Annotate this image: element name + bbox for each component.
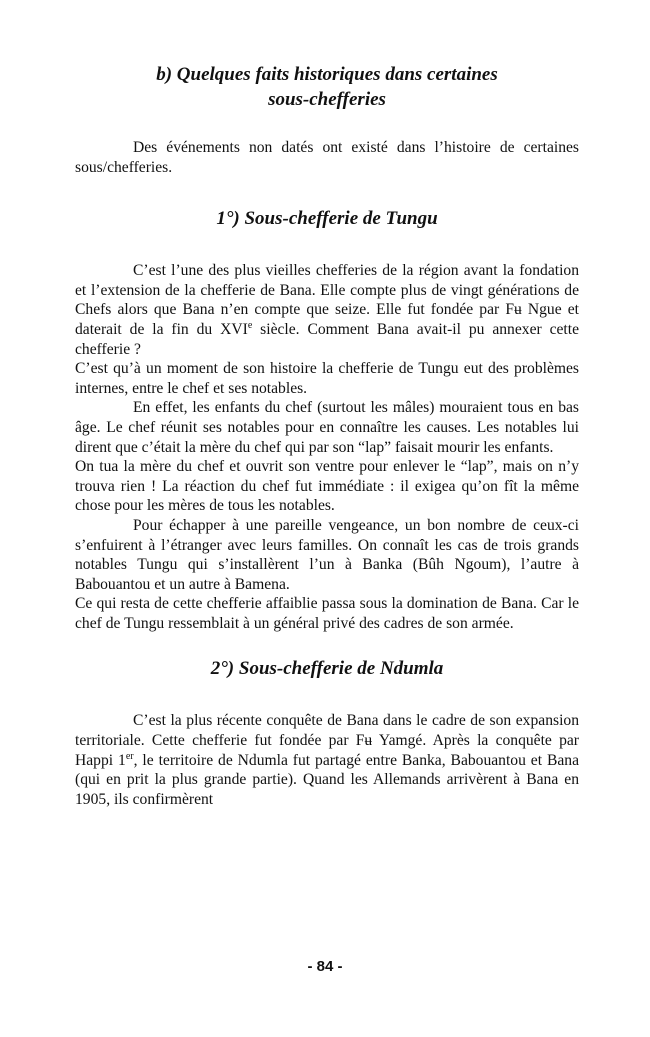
paragraph: En effet, les enfants du chef (surtout les mâles) mouraient tous en bas âge. Le chef réunit ses notables pour en connaître les causes. Les notables lui dirent que c’était la mère du chef qui par son “lap” faisait mourir les enfants. [75, 399, 579, 456]
paragraph [75, 711, 579, 809]
paragraph: Ce qui resta de cette chefferie affaiblie passa sous la domination de Bana. Car le chef de Tungu ressemblait à un général privé des cadres de son armée. [75, 595, 579, 632]
title-line: b) Quelques faits historiques dans certaines [156, 64, 498, 85]
paragraph: On tua la mère du chef et ouvrit son ventre pour enlever le “lap”, mais on n’y trouva rien ! La réaction du chef fut immédiate : il exigea qu’on fît la même chose pour les mères de tous les notables. [75, 458, 579, 515]
section-title [75, 62, 579, 112]
superscript: e [247, 319, 253, 331]
page-body [75, 62, 579, 809]
intro-paragraph: Des événements non datés ont existé dans l’histoire de certaines sous/chefferies. [75, 139, 579, 176]
page-number: - 84 - [307, 958, 343, 975]
paragraph [75, 261, 579, 359]
paragraph: C’est qu’à un moment de son histoire la chefferie de Tungu eut des problèmes internes, entre le chef et ses notables. [75, 360, 579, 397]
text: C’est l’une des plus vieilles chefferies de la région avant la fondation et l’extension de la chefferie de Bana. Elle compte plus de vingt générations de Chefs alors que Bana n’en compte que seize. Elle fut fondée par Fʉ Ngue et daterait de la fin du XVI [75, 262, 579, 338]
title-line: sous-chefferies [268, 89, 386, 110]
superscript: er [125, 750, 134, 762]
text: siècle. Comment Bana avait-il pu annexer cette chefferie ? [75, 320, 579, 358]
text: , le territoire de Ndumla fut partagé entre Banka, Babouantou et Bana (qui en prit la plus grande partie). Quand les Allemands arrivèrent à Bana en 1905, ils confirmèrent [75, 751, 580, 808]
heading-ndumla: 2°) Sous-chefferie de Ndumla [210, 658, 444, 680]
paragraph: Pour échapper à une pareille vengeance, un bon nombre de ceux-ci s’enfuirent à l’étranger avec leurs familles. On connaît les cas de trois grands notables Tungu qui s’installèrent l’un à Banka (Bûh Ngoum), l’autre à Babouantou et un autre à Bamena. [75, 516, 579, 593]
heading-tungu: 1°) Sous-chefferie de Tungu [216, 208, 438, 230]
text: C’est la plus récente conquête de Bana dans le cadre de son expansion territoriale. Cette chefferie fut fondée par Fʉ Yamgé. Après la conquête par Happi 1 [75, 712, 579, 769]
